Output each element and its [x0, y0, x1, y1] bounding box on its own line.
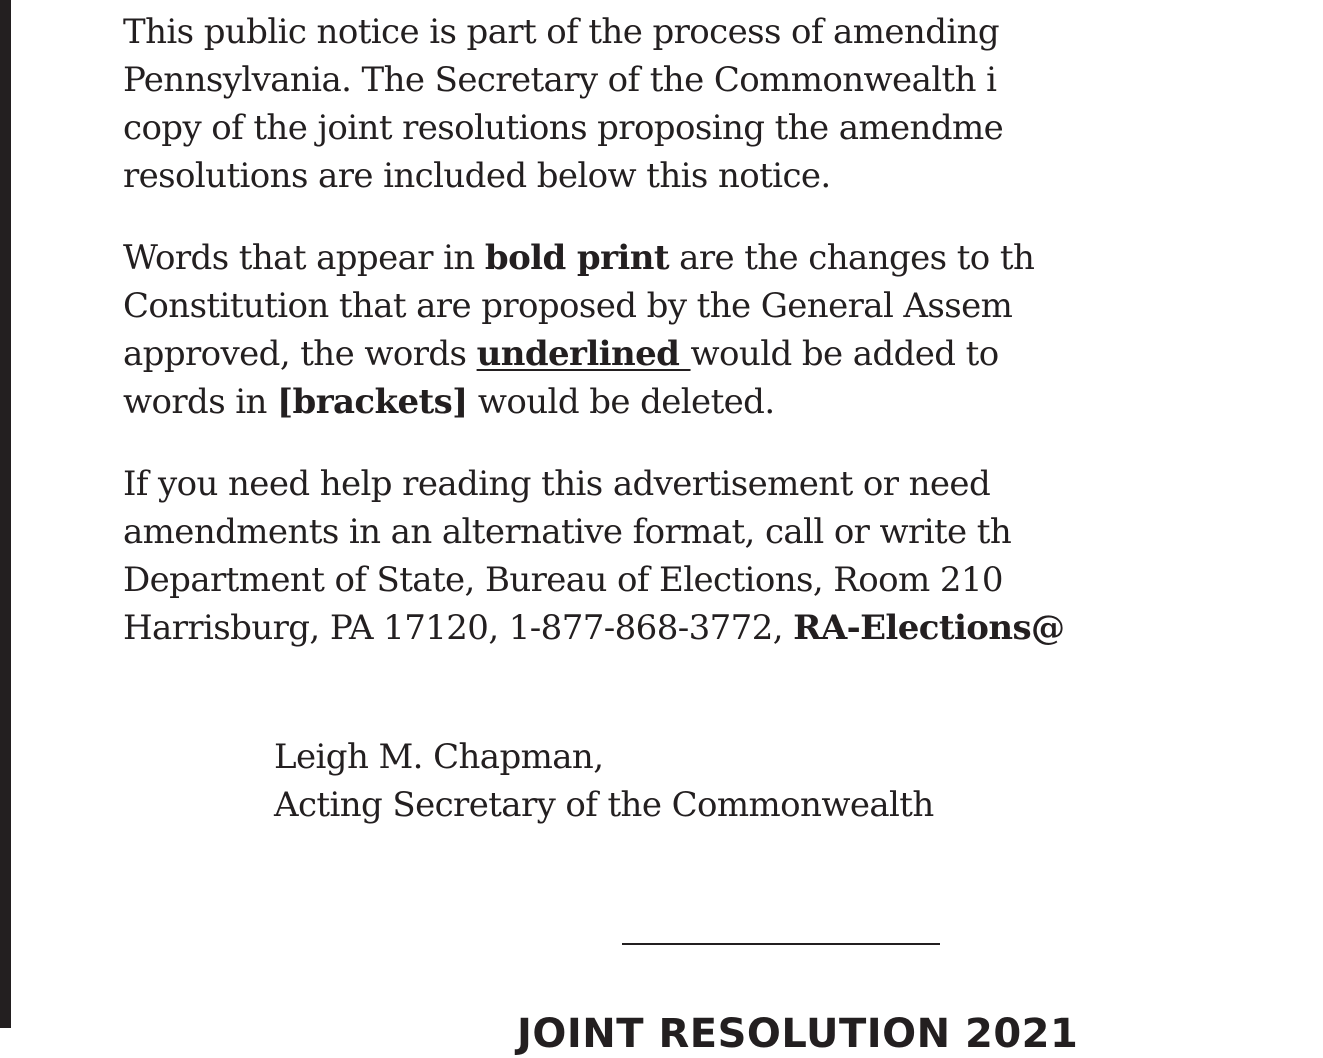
brackets-example: [brackets]	[277, 382, 468, 422]
text-line: resolutions are included below this notice.	[123, 156, 831, 196]
text-segment: are the changes to th	[668, 238, 1035, 278]
text-segment: Words that appear in	[123, 238, 485, 278]
text-line	[123, 378, 1323, 426]
text-segment: approved, the words	[123, 334, 477, 374]
notice-body	[123, 8, 1323, 686]
notice-paragraph-contact	[123, 460, 1323, 652]
bold-print-example: bold print	[484, 238, 669, 278]
text-line: amendments in an alternative format, call or write th	[123, 512, 1012, 552]
text-line: If you need help reading this advertisement or need	[123, 464, 991, 504]
underlined-example: underlined	[476, 334, 691, 374]
text-segment: would be added to	[690, 334, 999, 374]
notice-paragraph-formatting-key	[123, 234, 1323, 426]
text-segment: Harrisburg, PA 17120, 1-877-868-3772,	[123, 608, 794, 648]
left-margin-rule	[0, 0, 11, 1028]
notice-paragraph-purpose	[123, 8, 1323, 200]
joint-resolution-heading: JOINT RESOLUTION 2021	[517, 1011, 1079, 1057]
signer-title: Acting Secretary of the Commonwealth	[274, 785, 934, 825]
text-line: This public notice is part of the process of amending	[123, 12, 1000, 52]
text-line	[123, 234, 1323, 282]
contact-email: RA-Elections@	[793, 608, 1065, 648]
text-segment: would be deleted.	[467, 382, 775, 422]
section-divider	[622, 943, 940, 945]
text-line	[123, 330, 1323, 378]
text-line: Pennsylvania. The Secretary of the Commonwealth i	[123, 60, 997, 100]
signer-name: Leigh M. Chapman,	[274, 737, 604, 777]
text-line: copy of the joint resolutions proposing the amendme	[123, 108, 1004, 148]
text-line: Constitution that are proposed by the General Assem	[123, 286, 1013, 326]
text-segment: words in	[123, 382, 278, 422]
text-line: Department of State, Bureau of Elections, Room 210	[123, 560, 1003, 600]
signature-block	[274, 733, 934, 829]
text-line	[123, 604, 1323, 652]
